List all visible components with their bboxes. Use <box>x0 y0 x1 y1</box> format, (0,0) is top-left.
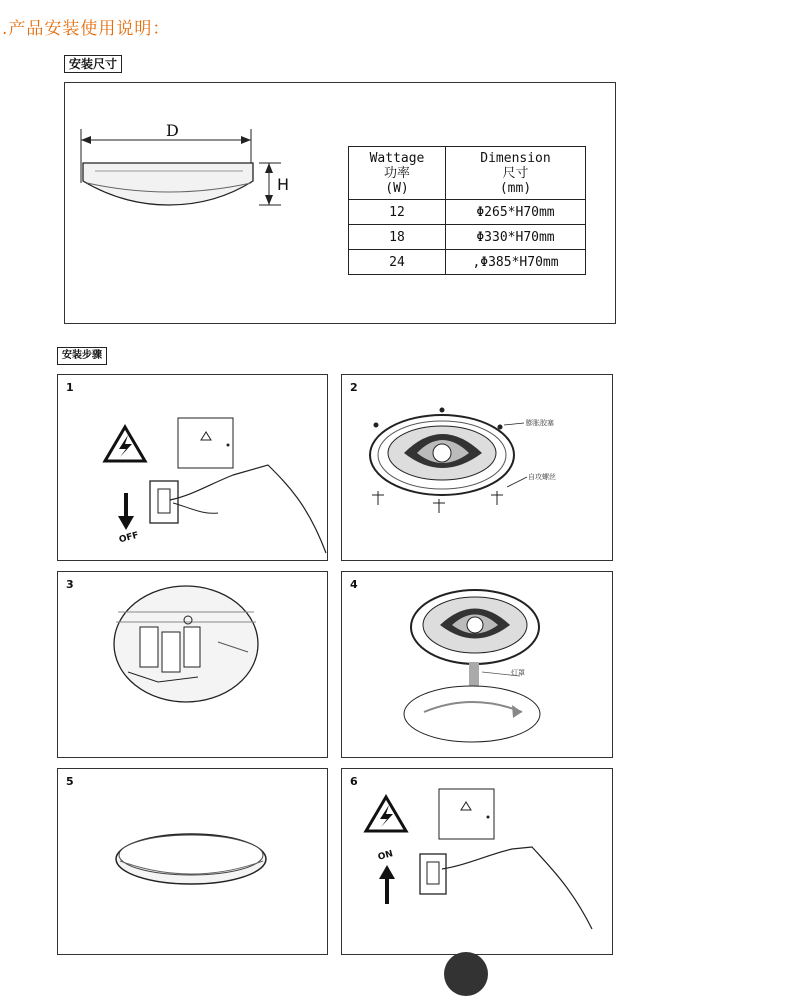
dimension-header: Dimension 尺寸 (mm) <box>446 147 586 200</box>
attach-cover-illustration <box>342 572 612 757</box>
step-number: 6 <box>350 775 358 788</box>
callout-label: 灯罩 <box>511 669 525 677</box>
installed-lamp-illustration <box>58 769 327 954</box>
table-row <box>349 200 586 225</box>
wattage-cell: 18 <box>349 225 446 250</box>
step-5-panel <box>57 768 328 955</box>
warning-icon <box>105 427 145 461</box>
dimension-d-label: D <box>166 121 179 140</box>
step-number: 2 <box>350 381 358 394</box>
wattage-cell: 12 <box>349 200 446 225</box>
step-4-panel <box>341 571 613 758</box>
step-number: 3 <box>66 578 74 591</box>
table-row <box>349 225 586 250</box>
dimension-cell: Φ265*H70mm <box>446 200 586 225</box>
power-off-illustration <box>58 375 327 560</box>
decorative-circle <box>444 952 488 996</box>
section-tag-install-steps: 安装步骤 <box>57 347 107 365</box>
dimension-cell: Φ330*H70mm <box>446 225 586 250</box>
step-number: 4 <box>350 578 358 591</box>
section-tag-install-size: 安装尺寸 <box>64 55 122 73</box>
dimension-cell: ,Φ385*H70mm <box>446 250 586 275</box>
table-row <box>349 250 586 275</box>
warning-icon <box>366 797 406 831</box>
step-1-panel <box>57 374 328 561</box>
wattage-header: Wattage 功率 (W) <box>349 147 446 200</box>
step-number: 5 <box>66 775 74 788</box>
step-2-panel <box>341 374 613 561</box>
callout-label: 膨胀胶塞 <box>526 419 554 427</box>
wattage-cell: 24 <box>349 250 446 275</box>
step-6-panel <box>341 768 613 955</box>
step-number: 1 <box>66 381 74 394</box>
base-mounting-illustration <box>342 375 612 560</box>
callout-label: 自攻螺丝 <box>528 473 556 481</box>
page-title: .产品安装使用说明： <box>2 19 171 39</box>
size-diagram-frame <box>64 82 616 324</box>
wiring-connection-illustration <box>58 572 327 757</box>
dimension-table <box>348 146 586 275</box>
off-label: OFF <box>118 530 140 546</box>
step-3-panel <box>57 571 328 758</box>
on-label: ON <box>376 849 395 863</box>
dimension-table-header <box>349 147 586 200</box>
dimension-h-label: H <box>277 175 290 194</box>
